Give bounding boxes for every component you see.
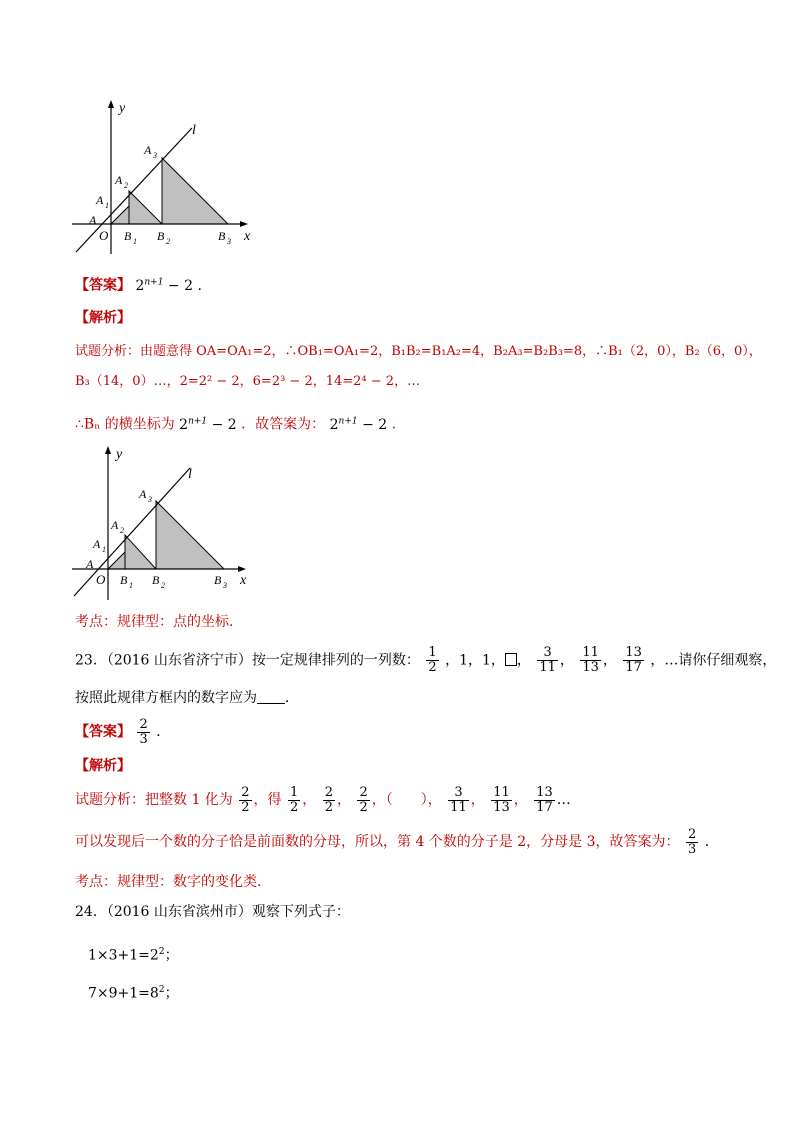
q22-analysis-line2: B₃（14，0）…，2=2² − 2，6=2³ − 2，14=2⁴ − 2，… [75,374,421,389]
svg-text:3: 3 [153,151,157,160]
svg-text:2: 2 [161,581,165,590]
svg-text:A: A [89,213,97,227]
svg-text:B: B [218,229,226,243]
svg-text:l: l [188,467,192,482]
svg-text:1: 1 [102,545,106,554]
q22-analysis-line3: ∴Bₙ 的横坐标为 $2^{n+1} - 2$ ．故答案为： $2^{n+1} - 2$ ． [75,416,406,433]
svg-text:3: 3 [223,581,227,590]
svg-text:1: 1 [133,237,137,246]
q23-stem: 23．（2016 山东省济宁市）按一定规律排列的一列数： $\frac{1}{2}$ ，1，1， ， $\frac{3}{11}$ ， $\frac{11}{13}$ ， $\frac{13}{17}$ ，…请你仔细观察， [75,645,777,675]
coordinate-figure-2 [68,444,258,604]
q23-answer: 【答案】 $\frac{2}{3}$ ． [75,716,171,747]
svg-text:B: B [120,573,128,587]
q22-kaodian: 考点：规律型：点的坐标． [75,614,243,630]
svg-text:x: x [244,229,251,244]
svg-text:l: l [192,123,196,138]
svg-text:B: B [214,573,222,587]
fill-blank [257,691,285,704]
svg-text:3: 3 [227,237,231,246]
q24-eq2: $7\times 9+1=8^2$； [88,985,179,1002]
q23-analysis-line2: 可以发现后一个数的分子恰是前面数的分母，所以，第 4 个数的分子是 2，分母是 3，故答案为： $\frac{2}{3}$ ． [75,826,719,857]
svg-text:x: x [240,573,247,588]
svg-text:A: A [139,487,147,501]
q22-answer: 【答案】 $2^{n+1} - 2$ . [75,277,202,294]
q23-analysis-line1: 试题分析：把整数 1 化为 $\frac{2}{2}$ ，得 $\frac{1}{2}$ ， $\frac{2}{2}$ ， $\frac{2}{2}$ ，（ ）， $\frac{3}{11}$ ， $\frac{11}{13}$ ， $\frac{13}{17}$ … [75,784,571,815]
svg-text:A: A [111,518,119,532]
svg-text:A: A [144,143,152,157]
q22-analysis-line1: 试题分析：由题意得 OA=OA₁=2，∴OB₁=OA₁=2，B₁B₂=B₁A₂=4，B₂A₃=B₂B₃=8，∴B₁（2，0），B₂（6，0）， [75,344,762,359]
svg-text:y: y [116,447,123,462]
svg-text:O: O [96,572,106,587]
svg-text:2: 2 [120,526,124,535]
svg-text:2: 2 [124,181,128,190]
svg-text:B: B [152,573,160,587]
answer-box [505,653,517,666]
svg-text:2: 2 [166,237,170,246]
svg-text:A: A [96,193,104,207]
svg-text:y: y [119,101,126,116]
q23-stem-line2: 按照此规律方框内的数字应为 ． [75,690,299,706]
q23-analysis-tag: 【解析】 [75,758,131,774]
svg-text:1: 1 [105,201,109,210]
q24-stem: 24．（2016 山东省滨州市）观察下列式子： [75,904,350,920]
svg-text:O: O [99,228,109,243]
q24-eq1: $1\times 3+1=2^2$； [88,947,179,964]
svg-text:B: B [124,229,132,243]
svg-text:1: 1 [129,581,133,590]
svg-text:B: B [157,229,165,243]
coordinate-figure-1 [68,98,258,258]
q23-kaodian: 考点：规律型：数字的变化类． [75,874,271,890]
q22-analysis-tag: 【解析】 [75,310,131,326]
svg-text:A: A [115,173,123,187]
svg-text:3: 3 [148,495,152,504]
svg-text:A: A [86,557,94,571]
svg-text:A: A [93,537,101,551]
